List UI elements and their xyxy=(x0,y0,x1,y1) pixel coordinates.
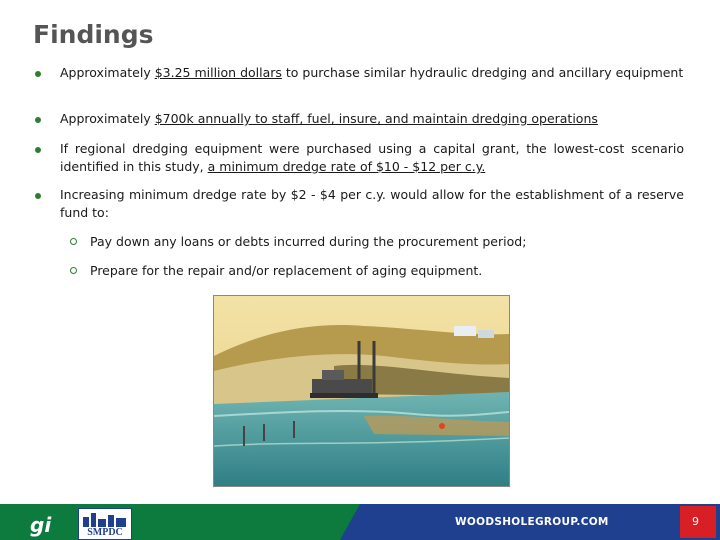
footer-green-band xyxy=(0,504,360,540)
sub-bullet-text: Prepare for the repair and/or replacement of aging equipment. xyxy=(90,263,483,278)
finding-bullet-1 xyxy=(60,64,684,82)
skyline-icon xyxy=(79,509,131,527)
bullet-dot-icon xyxy=(35,117,41,123)
bullet-dot-icon xyxy=(35,147,41,153)
sub-bullet-2 xyxy=(90,262,482,280)
dredge-photo xyxy=(213,295,510,487)
bullet-text: to purchase similar hydraulic dredging and ancillary equipment xyxy=(281,65,684,80)
bullet-text: Approximately xyxy=(60,65,155,80)
finding-bullet-2 xyxy=(60,110,684,128)
smpdc-logo-text: SMPDC xyxy=(87,527,123,538)
sub-bullet-circle-icon xyxy=(70,238,77,245)
bullet-dot-icon xyxy=(35,193,41,199)
gi-logo-icon: gi xyxy=(30,513,52,537)
footer-divider-icon xyxy=(340,504,380,540)
finding-bullet-3 xyxy=(60,140,684,176)
slide-title: Findings xyxy=(33,20,154,49)
bullet-highlight: a minimum dredge rate of $10 - $12 per c.y. xyxy=(207,159,486,174)
footer-bar xyxy=(0,504,720,540)
sub-bullet-text: Pay down any loans or debts incurred during the procurement period; xyxy=(90,234,527,249)
website-text: WOODSHOLEGROUP.COM xyxy=(455,516,609,528)
bullet-text: Approximately xyxy=(60,111,155,126)
bullet-highlight: $3.25 million dollars xyxy=(154,65,282,80)
page-number: 9 xyxy=(680,506,716,538)
sub-bullet-1 xyxy=(90,233,526,251)
bullet-text: If regional dredging equipment were purchased using a capital grant, the lowest-cost scenario identified in this study, xyxy=(60,141,684,174)
dredge-photo-illustration xyxy=(214,296,509,486)
sub-bullet-circle-icon xyxy=(70,267,77,274)
bullet-highlight: $700k annually to staff, fuel, insure, and maintain dredging operations xyxy=(154,111,598,126)
finding-bullet-4 xyxy=(60,186,684,222)
bullet-dot-icon xyxy=(35,71,41,77)
smpdc-logo xyxy=(78,508,132,540)
bullet-text: Increasing minimum dredge rate by $2 - $4 per c.y. would allow for the establishment of a reserve fund to: xyxy=(60,187,684,220)
